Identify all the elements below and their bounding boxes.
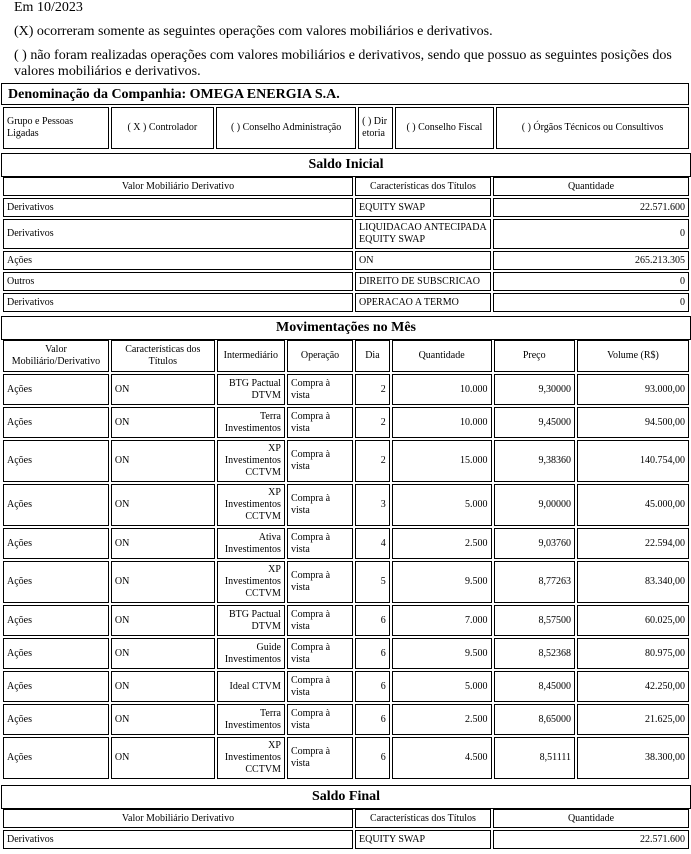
cell: 9,00000	[494, 484, 575, 526]
col-header: Quantidade	[493, 177, 689, 196]
cell: 5.000	[392, 671, 492, 702]
cell: 9,45000	[494, 407, 575, 438]
cell: Compra à vista	[287, 407, 353, 438]
cell: 8,52368	[494, 638, 575, 669]
cell: Ações	[3, 704, 109, 735]
role-orgaos-tecnicos: ( ) Órgãos Técnicos ou Consultivos	[496, 107, 689, 149]
cell: Ativa Investimentos	[217, 528, 285, 559]
cell: 22.571.600	[493, 198, 689, 217]
cell: Compra à vista	[287, 528, 353, 559]
col-header: Dia	[355, 340, 390, 372]
cell: 6	[355, 671, 390, 702]
col-header: Quantidade	[392, 340, 492, 372]
cell: Ações	[3, 671, 109, 702]
saldo-inicial-table	[1, 175, 691, 314]
cell: ON	[111, 528, 215, 559]
cell: Derivativos	[3, 293, 353, 312]
cell: Compra à vista	[287, 671, 353, 702]
cell: 9,38360	[494, 440, 575, 482]
cell: 6	[355, 704, 390, 735]
cell: Ações	[3, 440, 109, 482]
cell: 6	[355, 605, 390, 636]
cell: XP Investimentos CCTVM	[217, 484, 285, 526]
cell: Derivativos	[3, 219, 353, 249]
cell: 45.000,00	[577, 484, 689, 526]
col-header: Valor Mobiliário/Derivativo	[3, 340, 109, 372]
cell: 22.571.600	[493, 830, 689, 849]
cell: Compra à vista	[287, 440, 353, 482]
cell: BTG Pactual DTVM	[217, 605, 285, 636]
cell: ON	[111, 407, 215, 438]
cell: 6	[355, 737, 390, 779]
cell: ON	[111, 561, 215, 603]
cell: ON	[111, 484, 215, 526]
cell: 5	[355, 561, 390, 603]
cell: Compra à vista	[287, 605, 353, 636]
col-header: Operação	[287, 340, 353, 372]
cell: Compra à vista	[287, 374, 353, 405]
table-row	[3, 671, 689, 702]
table-row	[3, 219, 689, 249]
cell: 3	[355, 484, 390, 526]
cell: 2	[355, 374, 390, 405]
cell: Derivativos	[3, 830, 353, 849]
cell: 265.213.305	[493, 251, 689, 270]
col-header: Valor Mobiliário Derivativo	[3, 177, 353, 196]
section-movimentacoes: Movimentações no Mês	[1, 316, 691, 340]
cell: Ações	[3, 528, 109, 559]
cell: Compra à vista	[287, 737, 353, 779]
table-row	[3, 407, 689, 438]
cell: Terra Investimentos	[217, 407, 285, 438]
col-header: Volume (R$)	[577, 340, 689, 372]
cell: Ideal CTVM	[217, 671, 285, 702]
cell: 9.500	[392, 638, 492, 669]
period-label: Em 10/2023	[14, 0, 83, 15]
table-row	[3, 484, 689, 526]
cell: EQUITY SWAP	[355, 830, 491, 849]
cell: 8,57500	[494, 605, 575, 636]
table-row	[3, 528, 689, 559]
cell: 8,45000	[494, 671, 575, 702]
col-header: Preço	[494, 340, 575, 372]
cell: Outros	[3, 272, 353, 291]
role-conselho-administracao: ( ) Conselho Administração	[216, 107, 356, 149]
table-row	[3, 293, 689, 312]
table-row	[3, 440, 689, 482]
cell: Ações	[3, 638, 109, 669]
cell: Ações	[3, 374, 109, 405]
option-operations: (X) ocorreram somente as seguintes operações com valores mobiliários e derivativos.	[14, 24, 493, 39]
section-saldo-final: Saldo Final	[1, 785, 691, 809]
cell: 10.000	[392, 374, 492, 405]
cell: Ações	[3, 407, 109, 438]
cell: XP Investimentos CCTVM	[217, 561, 285, 603]
cell: DIREITO DE SUBSCRICAO	[355, 272, 491, 291]
cell: 83.340,00	[577, 561, 689, 603]
cell: 42.250,00	[577, 671, 689, 702]
company-name: Denominação da Companhia: OMEGA ENERGIA S.A.	[1, 83, 689, 105]
group-label: Grupo e Pessoas Ligadas	[3, 107, 109, 149]
cell: 9.500	[392, 561, 492, 603]
cell: 93.000,00	[577, 374, 689, 405]
cell: Compra à vista	[287, 484, 353, 526]
cell: Ações	[3, 484, 109, 526]
section-saldo-inicial: Saldo Inicial	[1, 153, 691, 177]
cell: Ações	[3, 737, 109, 779]
cell: Ações	[3, 561, 109, 603]
cell: XP Investimentos CCTVM	[217, 737, 285, 779]
cell: ON	[111, 440, 215, 482]
cell: 0	[493, 219, 689, 249]
col-header: Características dos Títulos	[355, 177, 491, 196]
cell: 2.500	[392, 704, 492, 735]
cell: 8,65000	[494, 704, 575, 735]
role-conselho-fiscal: ( ) Conselho Fiscal	[395, 107, 494, 149]
cell: 140.754,00	[577, 440, 689, 482]
group-table	[1, 105, 691, 151]
cell: Derivativos	[3, 198, 353, 217]
table-row	[3, 737, 689, 779]
saldo-final-table	[1, 807, 691, 851]
col-header: Valor Mobiliário Derivativo	[3, 809, 353, 828]
cell: 80.975,00	[577, 638, 689, 669]
col-header: Intermediário	[217, 340, 285, 372]
cell: ON	[111, 605, 215, 636]
cell: 7.000	[392, 605, 492, 636]
cell: ON	[111, 671, 215, 702]
table-row	[3, 704, 689, 735]
cell: 2	[355, 407, 390, 438]
cell: OPERACAO A TERMO	[355, 293, 491, 312]
table-row	[3, 605, 689, 636]
role-diretoria: ( ) Diretoria	[358, 107, 393, 149]
cell: Guide Investimentos	[217, 638, 285, 669]
cell: ON	[111, 638, 215, 669]
cell: 6	[355, 638, 390, 669]
cell: 22.594,00	[577, 528, 689, 559]
cell: 0	[493, 293, 689, 312]
cell: 94.500,00	[577, 407, 689, 438]
cell: LIQUIDACAO ANTECIPADA EQUITY SWAP	[355, 219, 491, 249]
role-controlador: ( X ) Controlador	[111, 107, 215, 149]
cell: 2	[355, 440, 390, 482]
table-row	[3, 638, 689, 669]
cell: 60.025,00	[577, 605, 689, 636]
movimentacoes-table	[1, 338, 691, 781]
cell: ON	[111, 374, 215, 405]
table-row	[3, 198, 689, 217]
col-header: Quantidade	[493, 809, 689, 828]
option-no-operations: ( ) não foram realizadas operações com valores mobiliários e derivativos, sendo que possuo as seguintes posições dos valores mobiliários e derivativos.	[14, 48, 672, 79]
cell: 15.000	[392, 440, 492, 482]
cell: 4.500	[392, 737, 492, 779]
cell: ON	[111, 704, 215, 735]
cell: 38.300,00	[577, 737, 689, 779]
cell: 2.500	[392, 528, 492, 559]
table-row	[3, 561, 689, 603]
cell: 4	[355, 528, 390, 559]
cell: 21.625,00	[577, 704, 689, 735]
cell: XP Investimentos CCTVM	[217, 440, 285, 482]
cell: EQUITY SWAP	[355, 198, 491, 217]
cell: Compra à vista	[287, 638, 353, 669]
cell: ON	[355, 251, 491, 270]
cell: BTG Pactual DTVM	[217, 374, 285, 405]
table-row	[3, 251, 689, 270]
cell: Ações	[3, 251, 353, 270]
cell: Compra à vista	[287, 704, 353, 735]
table-row	[3, 272, 689, 291]
cell: 5.000	[392, 484, 492, 526]
cell: 8,77263	[494, 561, 575, 603]
cell: 0	[493, 272, 689, 291]
table-row	[3, 374, 689, 405]
col-header: Características dos Títulos	[111, 340, 215, 372]
cell: Ações	[3, 605, 109, 636]
cell: 9,30000	[494, 374, 575, 405]
cell: ON	[111, 737, 215, 779]
cell: 10.000	[392, 407, 492, 438]
cell: Terra Investimentos	[217, 704, 285, 735]
table-row	[3, 830, 689, 849]
cell: Compra à vista	[287, 561, 353, 603]
cell: 9,03760	[494, 528, 575, 559]
cell: 8,51111	[494, 737, 575, 779]
col-header: Características dos Títulos	[355, 809, 491, 828]
